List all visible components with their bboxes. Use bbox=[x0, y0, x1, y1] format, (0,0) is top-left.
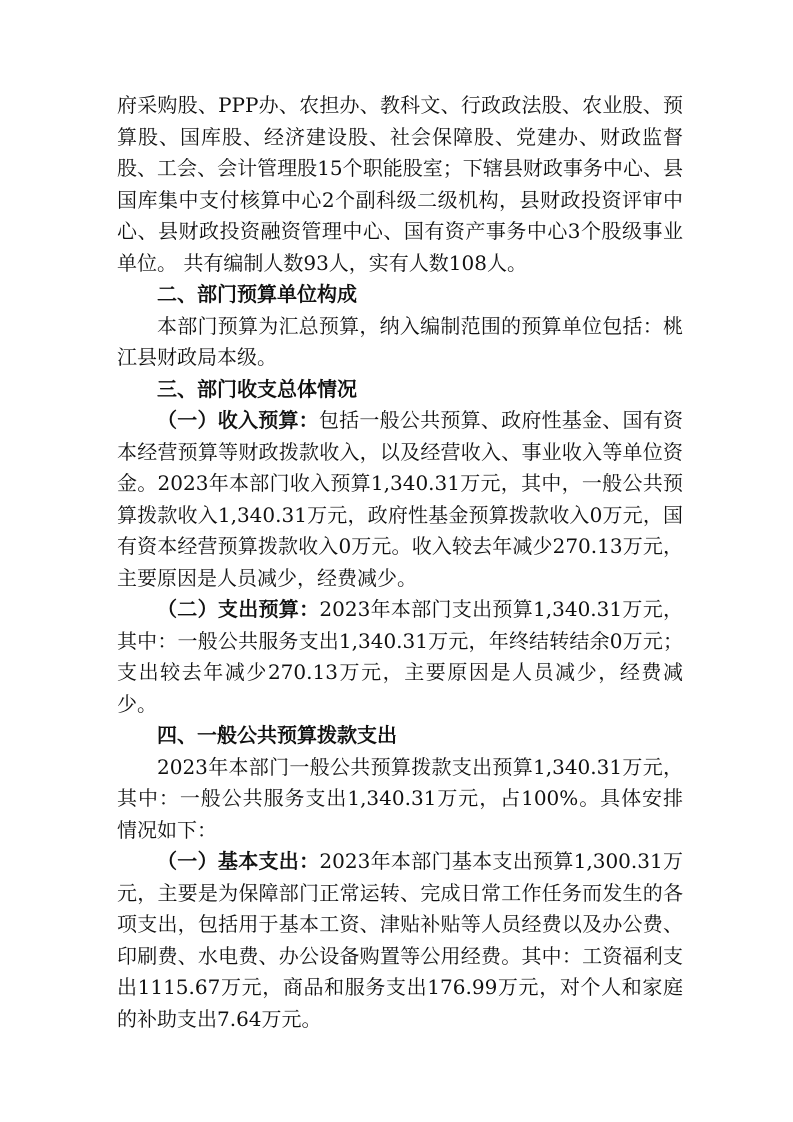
heading-general-public-budget: 四、一般公共预算拨款支出 bbox=[157, 723, 397, 747]
paragraph-basic-expenditure bbox=[117, 846, 683, 1035]
expenditure-budget-body: 2023年本部门支出预算1,340.31万元，其中：一般公共服务支出1,340.31万元，年终结转结余0万元；支出较去年减少270.13万元，主要原因是人员减少，经费减少。 bbox=[117, 597, 684, 716]
basic-expenditure-lead: （一）基本支出： bbox=[157, 849, 320, 873]
paragraph-general-public-budget: 2023年本部门一般公共预算拨款支出预算1,340.31万元，其中：一般公共服务支出1,340.31万元，占100%。具体安排情况如下： bbox=[117, 754, 683, 842]
revenue-budget-body: 包括一般公共预算、政府性基金、国有资本经营预算等财政拨款收入，以及经营收入、事业收入等单位资金。2023年本部门收入预算1,340.31万元，其中，一般公共预算拨款收入1,340.31万元，政府性基金预算拨款收入0万元，国有资本经营预算拨款收入0万元。收入较去年减少270.13万元，主要原因是人员减少，经费减少。 bbox=[117, 408, 684, 590]
expenditure-budget-lead: （二）支出预算： bbox=[157, 597, 320, 621]
document-page bbox=[117, 90, 683, 1035]
basic-expenditure-body: 2023年本部门基本支出预算1,300.31万元，主要是为保障部门正常运转、完成日常工作任务而发生的各项支出，包括用于基本工资、津贴补贴等人员经费以及办公费、印刷费、水电费、办公设备购置等公用经费。其中：工资福利支出1115.67万元，商品和服务支出176.99万元，对个人和家庭的补助支出7.64万元。 bbox=[117, 849, 684, 1031]
revenue-budget-lead: （一）收入预算： bbox=[157, 408, 319, 432]
paragraph-staff-overview: 府采购股、PPP办、农担办、教科文、行政政法股、农业股、预算股、国库股、经济建设股、社会保障股、党建办、财政监督股、工会、会计管理股15个职能股室；下辖县财政事务中心、县国库集中支付核算中心2个副科级二级机构，县财政投资评审中心、县财政投资融资管理中心、国有资产事务中心3个股级事业单位。 共有编制人数93人，实有人数108人。 bbox=[117, 93, 683, 275]
paragraph-expenditure-budget bbox=[117, 594, 683, 720]
heading-revenue-expenditure-overview: 三、部门收支总体情况 bbox=[157, 376, 357, 401]
paragraph-revenue-budget bbox=[117, 405, 683, 594]
heading-budget-unit-composition: 二、部门预算单位构成 bbox=[157, 282, 357, 306]
paragraph-budget-unit-composition: 本部门预算为汇总预算，纳入编制范围的预算单位包括：桃江县财政局本级。 bbox=[117, 313, 683, 369]
